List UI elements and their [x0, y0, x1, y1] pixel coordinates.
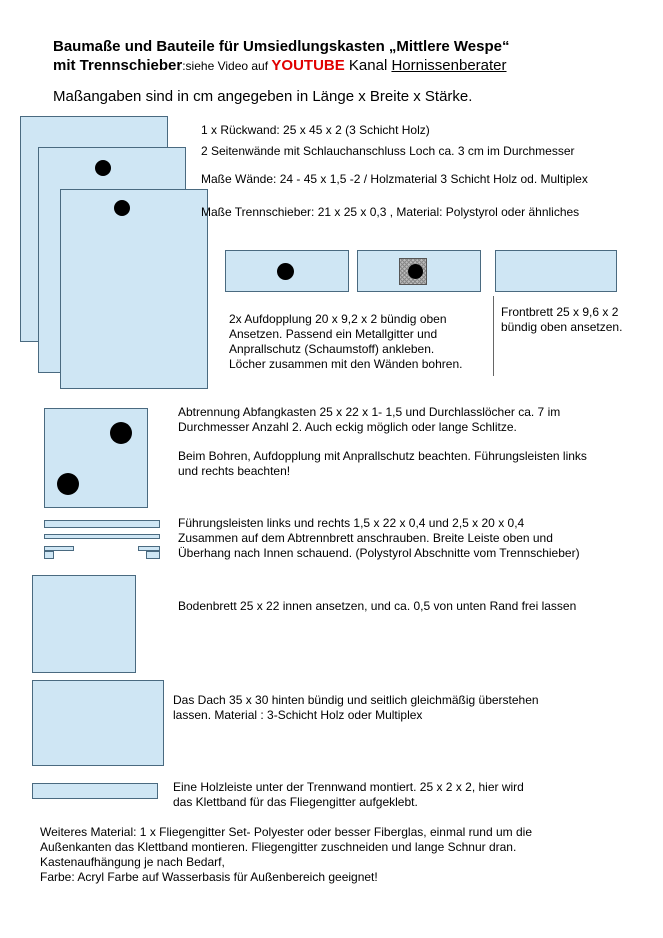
doubling-board-1 — [225, 250, 349, 292]
subtitle-separator: :siehe Video auf — [182, 59, 272, 73]
divider-line — [493, 296, 494, 376]
bottom-line-1: Bodenbrett 25 x 22 innen ansetzen, und ca. 0,5 von unten Rand frei lassen — [178, 599, 577, 613]
doubling-line-1: 2x Aufdopplung 20 x 9,2 x 2 bündig oben — [229, 312, 447, 326]
side-wall-panel-2 — [60, 189, 208, 389]
roof-line-2: lassen. Material : 3-Schicht Holz oder Multiplex — [173, 708, 423, 722]
front-board-line-1: Frontbrett 25 x 9,6 x 2 — [501, 305, 619, 319]
footer-line-4: Farbe: Acryl Farbe auf Wasserbasis für Außenbereich geeignet! — [40, 870, 378, 884]
guide-profile-right-leg — [146, 551, 160, 559]
strip-line-1: Eine Holzleiste unter der Trennwand montiert. 25 x 2 x 2, hier wird — [173, 780, 524, 794]
kanal-label: Kanal — [344, 57, 392, 74]
guides-line-3: Überhang nach Innen schauend. (Polystyrol Abschnitte vom Trennschieber) — [178, 546, 580, 560]
walls-line-2: 2 Seitenwände mit Schlauchanschluss Loch ca. 3 cm im Durchmesser — [201, 144, 575, 158]
roof-line-1: Das Dach 35 x 30 hinten bündig und seitlich gleichmäßig überstehen — [173, 693, 539, 707]
page-title: Baumaße und Bauteile für Umsiedlungskasten „Mittlere Wespe“ — [53, 38, 510, 55]
separation-line-2: Durchmesser Anzahl 2. Auch eckig möglich oder lange Schlitze. — [178, 420, 517, 434]
subtitle-bold: mit Trennschieber — [53, 57, 183, 74]
units-note: Maßangaben sind in cm angegeben in Länge x Breite x Stärke. — [53, 88, 473, 105]
walls-line-4: Maße Trennschieber: 21 x 25 x 0,3 , Material: Polystyrol oder ähnliches — [201, 205, 580, 219]
footer-line-3: Kastenaufhängung je nach Bedarf, — [40, 855, 225, 869]
hose-hole-icon — [114, 200, 130, 216]
doubling-board-2 — [357, 250, 481, 292]
doubling-line-3: Anprallschutz (Schaumstoff) ankleben. — [229, 342, 435, 356]
front-board-line-2: bündig oben ansetzen. — [501, 320, 623, 334]
page-subtitle — [53, 57, 507, 75]
walls-line-3: Maße Wände: 24 - 45 x 1,5 -2 / Holzmaterial 3 Schicht Holz od. Multiplex — [201, 172, 588, 186]
hole-icon — [277, 263, 294, 280]
hole-icon — [408, 264, 423, 279]
doubling-line-2: Ansetzen. Passend ein Metallgitter und — [229, 327, 438, 341]
guides-line-1: Führungsleisten links und rechts 1,5 x 22 x 0,4 und 2,5 x 20 x 0,4 — [178, 516, 525, 530]
passage-hole-icon — [57, 473, 79, 495]
doubling-line-4: Löcher zusammen mit den Wänden bohren. — [229, 357, 463, 371]
channel-link[interactable]: Hornissenberater — [391, 57, 507, 74]
roof-board — [32, 680, 164, 766]
bottom-board — [32, 575, 136, 673]
passage-hole-icon — [110, 422, 132, 444]
guide-strip-middle — [44, 534, 160, 539]
walls-line-1: 1 x Rückwand: 25 x 45 x 2 (3 Schicht Holz) — [201, 123, 430, 137]
hose-hole-icon — [95, 160, 111, 176]
guide-profile-left-leg — [44, 551, 54, 559]
footer-line-2: Außenkanten das Klettband montieren. Fliegengitter zuschneiden und lange Schnur dran. — [40, 840, 517, 854]
wooden-strip — [32, 783, 158, 799]
separation-line-1: Abtrennung Abfangkasten 25 x 22 x 1- 1,5 und Durchlasslöcher ca. 7 im — [178, 405, 561, 419]
separation-line-3: Beim Bohren, Aufdopplung mit Anprallschutz beachten. Führungsleisten links — [178, 449, 587, 463]
guide-strip-top — [44, 520, 160, 528]
strip-line-2: das Klettband für das Fliegengitter aufgeklebt. — [173, 795, 418, 809]
front-board — [495, 250, 617, 292]
separation-line-4: und rechts beachten! — [178, 464, 291, 478]
footer-line-1: Weiteres Material: 1 x Fliegengitter Set- Polyester oder besser Fiberglas, einmal rund um die — [40, 825, 532, 839]
youtube-label: YOUTUBE — [271, 57, 345, 74]
separation-board — [44, 408, 148, 508]
guides-line-2: Zusammen auf dem Abtrennbrett anschrauben. Breite Leiste oben und — [178, 531, 553, 545]
